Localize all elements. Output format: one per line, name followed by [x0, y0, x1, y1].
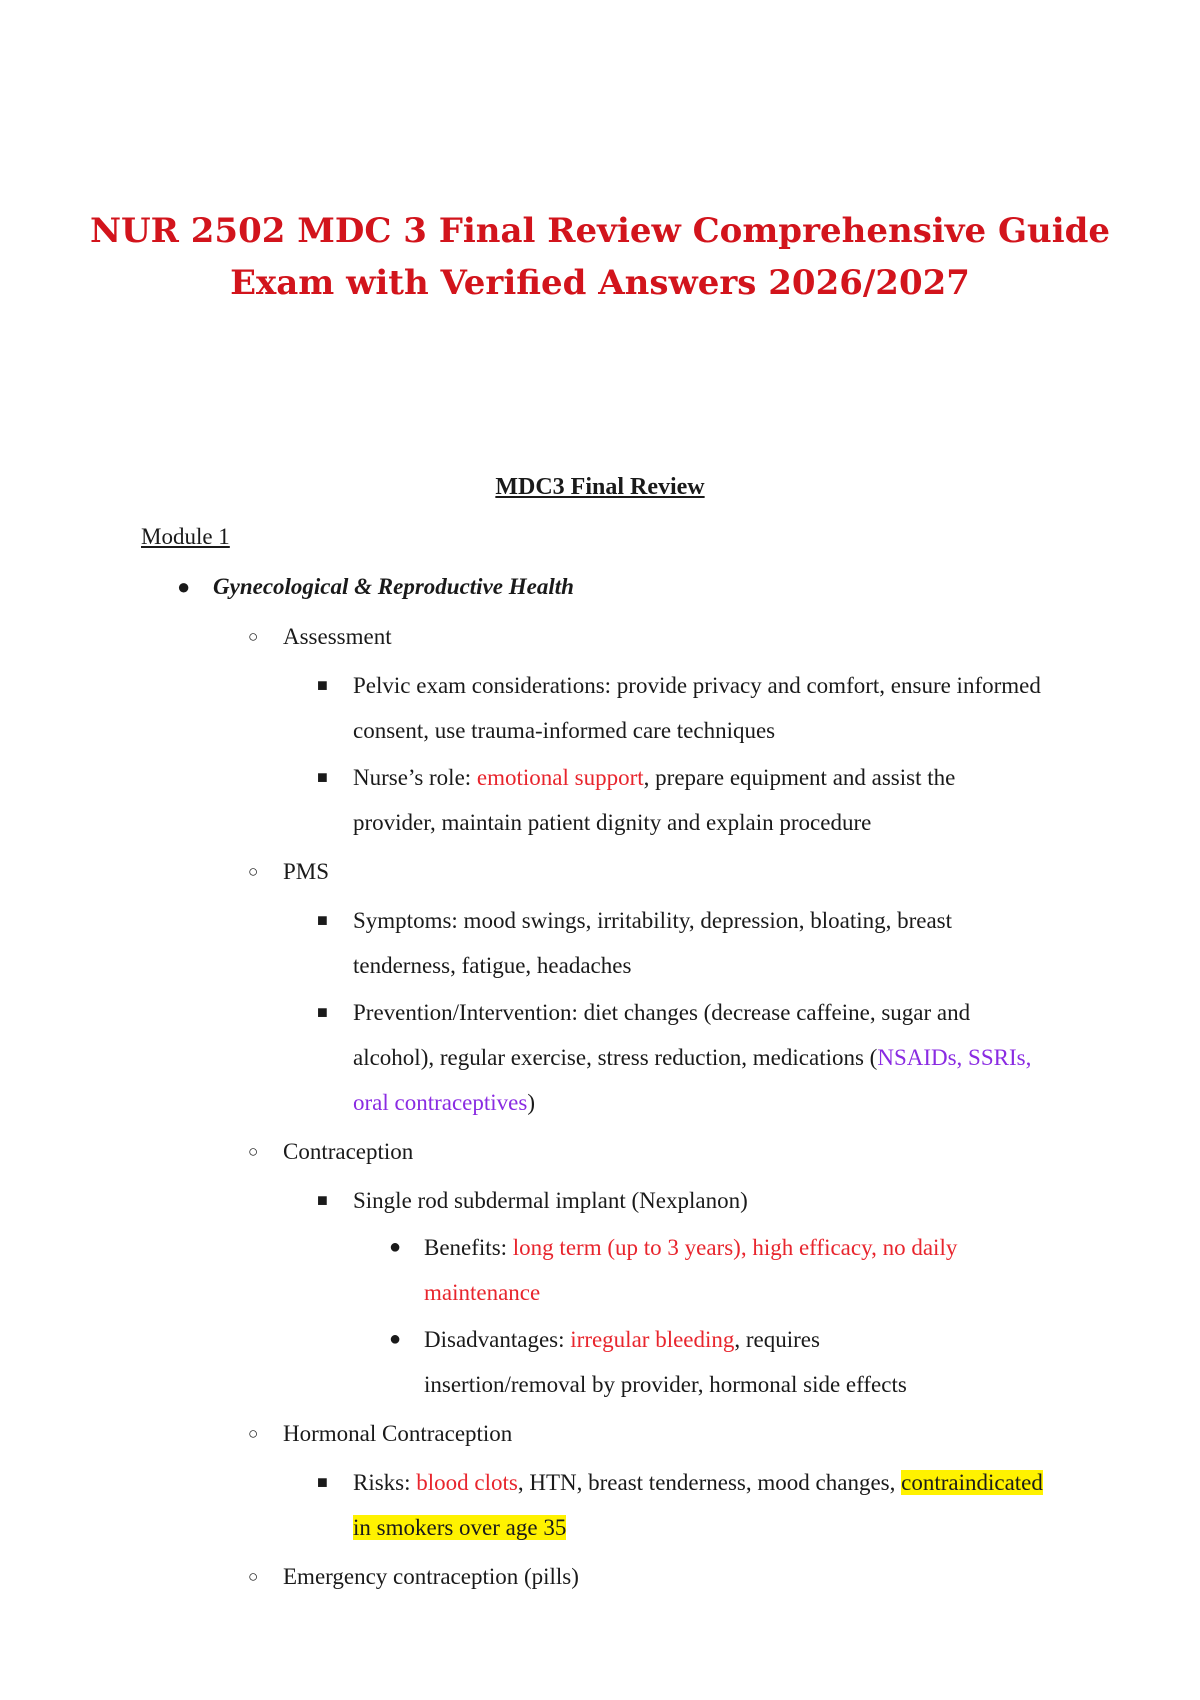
list-item-pms-symptoms	[317, 898, 1043, 988]
list-item-pms-prevention	[317, 990, 1043, 1125]
hollow-bullet-icon: ○	[248, 862, 259, 881]
section-heading: MDC3 Final Review	[495, 474, 705, 500]
disadvantages-label: Disadvantages:	[424, 1327, 571, 1352]
hollow-bullet-icon: ○	[248, 1424, 259, 1443]
square-bullet-icon: ■	[317, 1002, 328, 1022]
subsection-label: Contraception	[283, 1139, 414, 1164]
hollow-bullet-icon: ○	[248, 1142, 259, 1161]
risks-label: Risks:	[353, 1470, 417, 1495]
square-bullet-icon: ■	[317, 1472, 328, 1492]
subsection-label: Assessment	[283, 624, 392, 649]
list-item-nurse-role	[317, 755, 1043, 845]
filled-bullet-icon: ●	[389, 1328, 402, 1350]
benefits-label: Benefits:	[424, 1235, 513, 1260]
subsection-label: PMS	[283, 859, 330, 884]
nurse-role-highlight: emotional support	[476, 765, 644, 790]
topic-label: Gynecological & Reproductive Health	[213, 574, 574, 599]
list-item-implant-benefits	[389, 1225, 964, 1315]
disadvantages-highlight: irregular bleeding	[570, 1327, 735, 1352]
risks-highlight-yellow: contraindicated in smokers over age 35	[353, 1470, 1043, 1540]
pms-prevention-text: Prevention/Intervention: diet changes (decrease caffeine, sugar and alcohol), regular exercise, stress reduction, medications (	[353, 1000, 971, 1070]
subsection-label: Emergency contraception (pills)	[283, 1564, 579, 1589]
square-bullet-icon: ■	[317, 675, 328, 695]
square-bullet-icon: ■	[317, 910, 328, 930]
list-item-hormonal-risks	[317, 1460, 1043, 1550]
nurse-role-rest: , prepare equipment and assist the provider, maintain patient dignity and explain procedure	[353, 765, 956, 835]
subsection-label: Hormonal Contraception	[283, 1421, 513, 1446]
module-label: Module 1	[141, 524, 230, 549]
document-body	[0, 512, 1200, 1601]
disadvantages-rest: , requires insertion/removal by provider, hormonal side effects	[424, 1327, 907, 1397]
subsection-pms	[248, 847, 1200, 896]
pms-symptoms-text: Symptoms: mood swings, irritability, depression, bloating, breast tenderness, fatigue, headaches	[353, 908, 953, 978]
subsection-assessment	[248, 612, 1200, 661]
list-item-pelvic-exam	[317, 663, 1043, 753]
benefits-highlight: long term (up to 3 years), high efficacy, no daily maintenance	[424, 1235, 958, 1305]
title-line-2: Exam with Verified Answers 2026/2027	[230, 263, 970, 303]
pms-prevention-close: )	[527, 1090, 536, 1115]
square-bullet-icon: ■	[317, 767, 328, 787]
pelvic-exam-text: Pelvic exam considerations: provide privacy and comfort, ensure informed consent, use trauma-informed care techniques	[353, 673, 1041, 743]
list-item-implant-disadvantages	[389, 1317, 964, 1407]
filled-bullet-icon: ●	[389, 1236, 402, 1258]
topic-item	[177, 561, 1200, 612]
document-title	[0, 205, 1200, 309]
hollow-bullet-icon: ○	[248, 627, 259, 646]
square-bullet-icon: ■	[317, 1190, 328, 1210]
subsection-contraception	[248, 1127, 1200, 1176]
filled-bullet-icon: ●	[177, 574, 191, 599]
subsection-hormonal-contraception	[248, 1409, 1200, 1458]
risks-highlight-red: blood clots	[416, 1470, 518, 1495]
nurse-role-prefix: Nurse’s role:	[353, 765, 477, 790]
subsection-emergency-contraception	[248, 1552, 1200, 1601]
implant-text: Single rod subdermal implant (Nexplanon)	[353, 1188, 748, 1213]
list-item-implant	[317, 1178, 1043, 1223]
title-line-1: NUR 2502 MDC 3 Final Review Comprehensive Guide	[89, 211, 1111, 251]
risks-rest: , HTN, breast tenderness, mood changes,	[517, 1470, 902, 1495]
hollow-bullet-icon: ○	[248, 1567, 259, 1586]
pms-medications: NSAIDs, SSRIs, oral contraceptives	[353, 1045, 1032, 1115]
